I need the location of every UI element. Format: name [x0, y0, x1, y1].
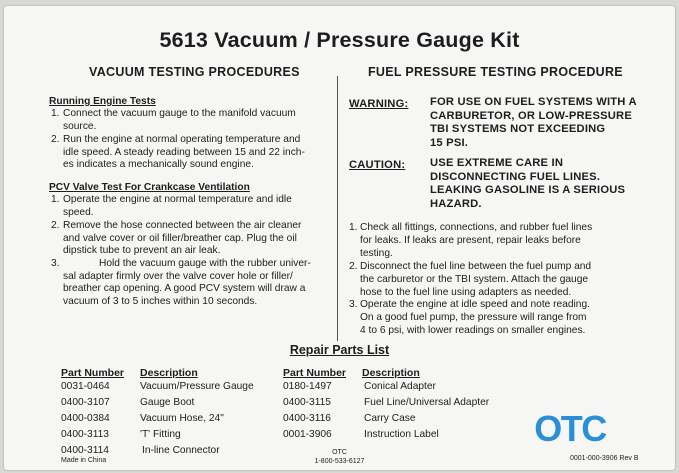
footer-brand: OTC	[332, 449, 347, 456]
warning-label: WARNING:	[349, 98, 409, 110]
kit-title: 5613 Vacuum / Pressure Gauge Kit	[159, 28, 520, 52]
part-number: 0400-3107	[61, 397, 110, 408]
part-number: 0400-3115	[283, 397, 331, 408]
part-number-header-left: Part Number	[61, 367, 125, 379]
made-in-label: Made in China	[61, 457, 107, 464]
part-description: 'T' Fitting	[140, 429, 181, 440]
parts-list-title: Repair Parts List	[289, 343, 390, 357]
part-description: Conical Adapter	[364, 381, 436, 392]
warning-text: FOR USE ON FUEL SYSTEMS WITH A CARBURETOR, OR LOW-PRESSURE TBI SYSTEMS NOT EXCEEDING 15 PSI.	[430, 96, 637, 149]
part-number: 0031-0464	[61, 381, 110, 392]
part-description: In-line Connector	[142, 445, 220, 456]
running-tests-title: Running Engine Tests	[49, 96, 156, 107]
otc-logo-text: OTC	[534, 408, 606, 447]
step-number: 3.	[349, 299, 358, 310]
part-number: 0400-0384	[61, 413, 110, 424]
part-number: 0400-3113	[61, 429, 109, 440]
part-description: Fuel Line/Universal Adapter	[364, 397, 490, 408]
pcv-step-3: 3. Hold the vacuum gauge with the rubber univer- sal adapter firmly over the valve cover hole or filler/ breather cap opening. A good PCV system will draw a vacuum of 3 to 5 inches within 10 seconds.	[51, 258, 311, 307]
caution-label: CAUTION:	[349, 159, 406, 171]
document-number: 0001-000-3906 Rev B	[570, 455, 639, 462]
description-header-left: Description	[140, 367, 198, 379]
pcv-test-title: PCV Valve Test For Crankcase Ventilation	[49, 182, 250, 193]
part-number: 0180-1497	[283, 381, 332, 392]
running-step-1: 1. Connect the vacuum gauge to the manifold vacuum source.	[51, 108, 296, 132]
part-description: Vacuum Hose, 24"	[140, 413, 224, 424]
part-number-header-right: Part Number	[283, 367, 347, 379]
part-description: Gauge Boot	[140, 397, 195, 408]
instruction-label	[4, 6, 675, 470]
step-number: 1.	[349, 222, 358, 233]
vacuum-heading: VACUUM TESTING PROCEDURES	[89, 65, 300, 79]
part-description: Carry Case	[364, 413, 416, 424]
caution-text: USE EXTREME CARE IN DISCONNECTING FUEL LINES. LEAKING GASOLINE IS A SERIOUS HAZARD.	[430, 157, 626, 210]
part-description: Instruction Label	[364, 429, 439, 440]
part-description: Vacuum/Pressure Gauge	[140, 381, 254, 392]
fuel-heading: FUEL PRESSURE TESTING PROCEDURE	[368, 65, 623, 79]
pcv-step-2: 2. Remove the hose connected between the air cleaner and valve cover or oil filler/breather cap. Plug the oil dipstick tube to prevent an air leak.	[51, 220, 302, 257]
footer-phone: 1-800-533-6127	[314, 458, 365, 465]
fuel-step-2: 2. Disconnect the fuel line between the fuel pump and the carburetor or the TBI system. Attach the gauge hose to the fuel line using adapters as needed.	[349, 261, 592, 298]
fuel-step-3: 3. Operate the engine at idle speed and note reading. On a good fuel pump, the pressure will range from 4 to 6 psi, with lower readings on smaller engines.	[349, 299, 590, 336]
step-number: 2.	[51, 220, 60, 231]
description-header-right: Description	[362, 367, 420, 379]
running-step-2: 2. Run the engine at normal operating temperature and idle speed. A steady reading between 15 and 22 inch- es indicates a mechanically sound engine.	[51, 134, 305, 171]
pcv-step-1: 1. Operate the engine at normal temperature and idle speed.	[51, 194, 292, 218]
part-number: 0400-3116	[283, 413, 331, 424]
part-number: 0001-3906	[283, 429, 332, 440]
step-number: 1.	[51, 194, 60, 205]
part-number: 0400-3114	[61, 445, 109, 456]
step-number: 2.	[51, 134, 60, 145]
step-number: 1.	[51, 108, 60, 119]
step-number: 3.	[51, 258, 60, 269]
fuel-step-1: 1. Check all fittings, connections, and rubber fuel lines for leaks. If leaks are present, repair leaks before testing.	[349, 222, 593, 259]
otc-logo	[532, 407, 608, 452]
step-number: 2.	[349, 261, 358, 272]
otc-logo-graphic	[532, 407, 608, 447]
